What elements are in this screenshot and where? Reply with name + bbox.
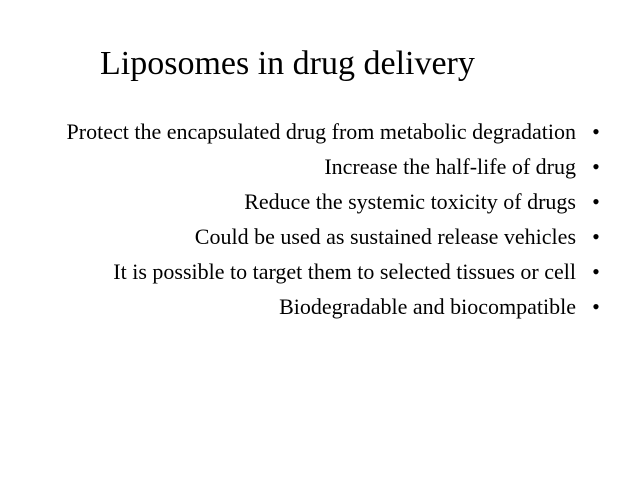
bullet-item [40,152,616,181]
bullet-text: It is possible to target them to selected tissues or cell [113,259,576,284]
bullet-item [40,292,616,321]
bullet-dot-icon: • [592,154,600,179]
bullet-text: Reduce the systemic toxicity of drugs [244,189,576,214]
bullet-item [40,187,616,216]
bullet-item [40,117,616,146]
bullet-item [40,257,616,286]
bullet-dot-icon: • [592,294,600,319]
bullet-dot-icon: • [592,189,600,214]
bullet-dot-icon: • [592,224,600,249]
bullet-text: Could be used as sustained release vehicles [194,224,576,249]
bullet-dot-icon: • [592,259,600,284]
bullet-item [40,222,616,251]
bullet-text: Increase the half-life of drug [324,154,576,179]
bullet-list [40,117,616,327]
bullet-text: Biodegradable and biocompatible [279,294,576,319]
bullet-dot-icon: • [592,119,600,144]
slide-title: Liposomes in drug delivery [100,45,475,82]
bullet-text: Protect the encapsulated drug from metabolic degradation [66,119,576,144]
